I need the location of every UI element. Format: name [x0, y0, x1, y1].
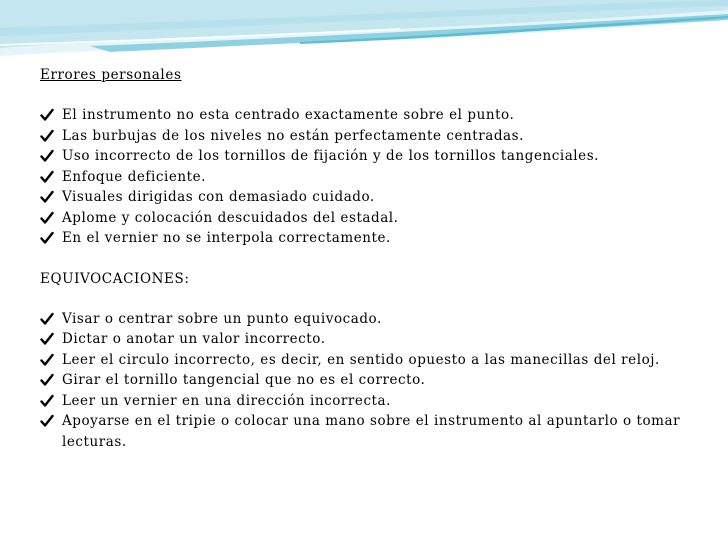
checkmark-icon: [40, 190, 54, 204]
list-item: [40, 350, 700, 371]
list-item-text: Las burbujas de los niveles no están perfectamente centradas.: [62, 127, 524, 144]
equivocaciones-list: [40, 309, 700, 453]
checkmark-icon: [40, 149, 54, 163]
list-item-text: Leer un vernier en una dirección incorrecta.: [62, 392, 391, 409]
list-item-text: Enfoque deficiente.: [62, 168, 206, 185]
list-item: [40, 329, 700, 350]
checkmark-icon: [40, 353, 54, 367]
section-title-errores-personales: Errores personales: [40, 67, 182, 83]
checkmark-icon: [40, 394, 54, 408]
list-item-text: Apoyarse en el tripie o colocar una mano sobre el instrumento al apuntarlo o tomar lecturas.: [62, 413, 681, 450]
list-item: [40, 126, 700, 147]
list-item: [40, 208, 700, 229]
checkmark-icon: [40, 414, 54, 428]
list-item-text: El instrumento no esta centrado exactamente sobre el punto.: [62, 107, 515, 123]
list-item: [40, 105, 700, 126]
list-item-text: En el vernier no se interpola correctamente.: [62, 230, 391, 246]
list-item: [40, 187, 700, 208]
list-item: [40, 146, 700, 167]
header-wave-decoration: [0, 0, 728, 70]
errores-personales-list: [40, 105, 700, 249]
checkmark-icon: [40, 108, 54, 122]
list-item: [40, 391, 700, 412]
list-item-text: Aplome y colocación descuidados del estadal.: [62, 209, 399, 226]
list-item-text: Visuales dirigidas con demasiado cuidado.: [62, 189, 375, 205]
checkmark-icon: [40, 373, 54, 387]
list-item-text: Girar el tornillo tangencial que no es el correcto.: [62, 372, 426, 388]
checkmark-icon: [40, 312, 54, 326]
list-item-text: Leer el circulo incorrecto, es decir, en sentido opuesto a las manecillas del reloj.: [62, 351, 660, 368]
checkmark-icon: [40, 231, 54, 245]
list-item: [40, 370, 700, 391]
checkmark-icon: [40, 129, 54, 143]
list-item-text: Dictar o anotar un valor incorrecto.: [62, 331, 326, 347]
list-item-text: Visar o centrar sobre un punto equivocado.: [62, 310, 382, 327]
list-item: [40, 228, 700, 249]
checkmark-icon: [40, 332, 54, 346]
checkmark-icon: [40, 170, 54, 184]
list-item: [40, 411, 700, 452]
section-title-equivocaciones: EQUIVOCACIONES:: [40, 270, 190, 287]
list-item: [40, 167, 700, 188]
list-item-text: Uso incorrecto de los tornillos de fijación y de los tornillos tangenciales.: [62, 148, 600, 164]
checkmark-icon: [40, 211, 54, 225]
list-item: [40, 309, 700, 330]
slide-content: [40, 65, 700, 452]
